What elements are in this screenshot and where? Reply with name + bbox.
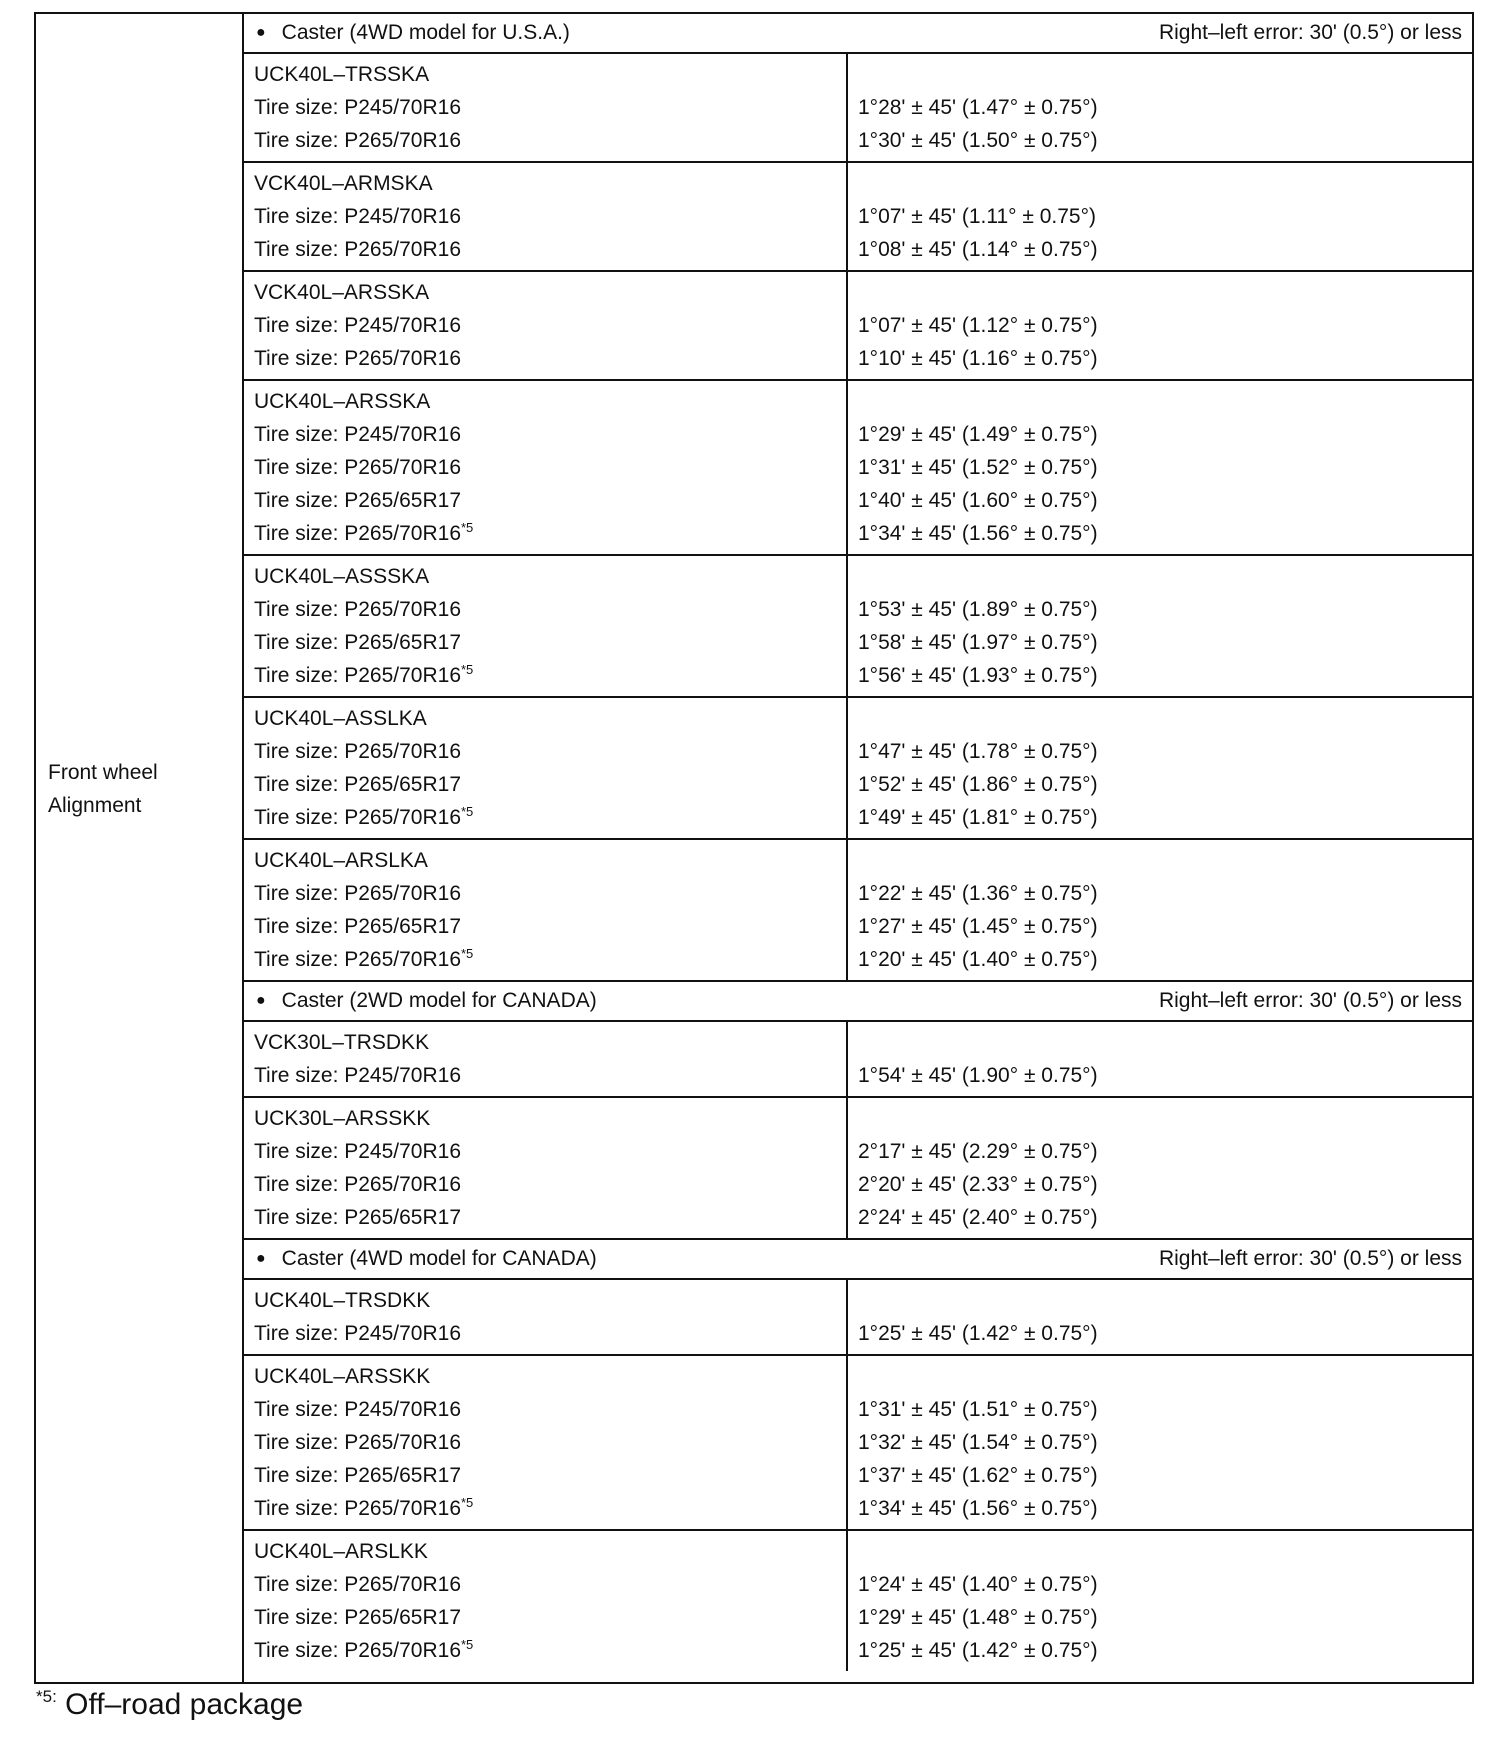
tire-size-text: Tire size: P265/65R17 bbox=[254, 1464, 461, 1487]
caster-value-cell bbox=[848, 698, 1472, 838]
footnote-ref: *5 bbox=[461, 1637, 474, 1652]
tire-size bbox=[254, 1135, 846, 1168]
tire-size-text: Tire size: P265/70R16 bbox=[254, 1173, 461, 1196]
tire-size-text: Tire size: P265/65R17 bbox=[254, 915, 461, 938]
section-title: Caster (4WD model for CANADA) bbox=[281, 1247, 597, 1270]
model-block bbox=[244, 1022, 1472, 1098]
footnote-ref: *5 bbox=[461, 520, 474, 535]
model-block bbox=[244, 272, 1472, 381]
tire-size-text: Tire size: P245/70R16 bbox=[254, 96, 461, 119]
caster-value: 1°08' ± 45' (1.14° ± 0.75°) bbox=[858, 238, 1098, 261]
tire-size bbox=[254, 1059, 846, 1092]
tire-size bbox=[254, 451, 846, 484]
tire-size bbox=[254, 124, 846, 157]
blank-line bbox=[858, 58, 1472, 91]
footnote-mark: *5: bbox=[36, 1687, 57, 1706]
tire-size bbox=[254, 1426, 846, 1459]
model-block bbox=[244, 1531, 1472, 1671]
tire-size bbox=[254, 943, 846, 976]
model-block bbox=[244, 54, 1472, 163]
model-code: UCK40L–ASSSKA bbox=[254, 565, 430, 588]
tire-size-text: Tire size: P265/65R17 bbox=[254, 489, 461, 512]
model-tire-cell bbox=[244, 1280, 848, 1354]
blank-line bbox=[858, 1360, 1472, 1393]
tire-size bbox=[254, 1168, 846, 1201]
tire-size-text: Tire size: P265/70R16 bbox=[254, 456, 461, 479]
model-block bbox=[244, 1098, 1472, 1240]
tire-size bbox=[254, 1601, 846, 1634]
tire-size-text: Tire size: P265/65R17 bbox=[254, 1206, 461, 1229]
caster-value: 1°53' ± 45' (1.89° ± 0.75°) bbox=[858, 598, 1098, 621]
caster-value: 1°58' ± 45' (1.97° ± 0.75°) bbox=[858, 631, 1098, 654]
blank-line bbox=[858, 276, 1472, 309]
tire-size-text: Tire size: P265/65R17 bbox=[254, 1606, 461, 1629]
blank-line bbox=[858, 1284, 1472, 1317]
model-tire-cell bbox=[244, 556, 848, 696]
tire-size bbox=[254, 659, 846, 692]
model-code: VCK40L–ARMSKA bbox=[254, 172, 433, 195]
bullet-icon: ● bbox=[256, 992, 266, 1009]
blank-line bbox=[858, 385, 1472, 418]
section-title: Caster (4WD model for U.S.A.) bbox=[281, 21, 570, 44]
tire-size-text: Tire size: P265/70R16 bbox=[254, 522, 461, 545]
bullet-icon: ● bbox=[256, 1250, 266, 1267]
blank-line bbox=[858, 844, 1472, 877]
model-code: UCK40L–ARSLKK bbox=[254, 1540, 428, 1563]
caster-value: 1°25' ± 45' (1.42° ± 0.75°) bbox=[858, 1639, 1098, 1662]
caster-value: 1°54' ± 45' (1.90° ± 0.75°) bbox=[858, 1064, 1098, 1087]
model-block bbox=[244, 381, 1472, 556]
caster-value-cell bbox=[848, 1531, 1472, 1671]
caster-value: 1°31' ± 45' (1.52° ± 0.75°) bbox=[858, 456, 1098, 479]
footnote-ref: *5 bbox=[461, 946, 474, 961]
tire-size bbox=[254, 626, 846, 659]
caster-value: 1°20' ± 45' (1.40° ± 0.75°) bbox=[858, 948, 1098, 971]
tire-size-text: Tire size: P245/70R16 bbox=[254, 1398, 461, 1421]
tire-size bbox=[254, 1393, 846, 1426]
caster-value: 1°52' ± 45' (1.86° ± 0.75°) bbox=[858, 773, 1098, 796]
caster-value: 1°28' ± 45' (1.47° ± 0.75°) bbox=[858, 96, 1098, 119]
caster-value-cell bbox=[848, 381, 1472, 554]
section-header bbox=[244, 14, 1472, 54]
tire-size bbox=[254, 877, 846, 910]
model-tire-cell bbox=[244, 381, 848, 554]
tire-size-text: Tire size: P265/70R16 bbox=[254, 1639, 461, 1662]
caster-value-cell bbox=[848, 163, 1472, 270]
tire-size-text: Tire size: P245/70R16 bbox=[254, 423, 461, 446]
caster-value: 1°34' ± 45' (1.56° ± 0.75°) bbox=[858, 522, 1098, 545]
caster-value: 2°24' ± 45' (2.40° ± 0.75°) bbox=[858, 1206, 1098, 1229]
caster-value: 1°56' ± 45' (1.93° ± 0.75°) bbox=[858, 664, 1098, 687]
model-tire-cell bbox=[244, 1531, 848, 1671]
caster-value: 1°32' ± 45' (1.54° ± 0.75°) bbox=[858, 1431, 1098, 1454]
tire-size-text: Tire size: P265/70R16 bbox=[254, 238, 461, 261]
tire-size bbox=[254, 1568, 846, 1601]
footnote-ref: *5 bbox=[461, 662, 474, 677]
caster-value: 1°10' ± 45' (1.16° ± 0.75°) bbox=[858, 347, 1098, 370]
model-tire-cell bbox=[244, 1022, 848, 1096]
tire-size-text: Tire size: P265/70R16 bbox=[254, 1497, 461, 1520]
tire-size-text: Tire size: P265/70R16 bbox=[254, 1431, 461, 1454]
model-block bbox=[244, 1280, 1472, 1356]
caster-value: 1°49' ± 45' (1.81° ± 0.75°) bbox=[858, 806, 1098, 829]
model-code: UCK40L–TRSDKK bbox=[254, 1289, 431, 1312]
tire-size bbox=[254, 484, 846, 517]
tire-size-text: Tire size: P265/70R16 bbox=[254, 882, 461, 905]
tire-size-text: Tire size: P245/70R16 bbox=[254, 1140, 461, 1163]
tire-size bbox=[254, 910, 846, 943]
caster-value: 2°17' ± 45' (2.29° ± 0.75°) bbox=[858, 1140, 1098, 1163]
tire-size-text: Tire size: P265/70R16 bbox=[254, 129, 461, 152]
caster-spec-column bbox=[244, 14, 1472, 1682]
tire-size-text: Tire size: P265/70R16 bbox=[254, 740, 461, 763]
left-label-line-1: Front wheel bbox=[48, 761, 158, 784]
section-title: Caster (2WD model for CANADA) bbox=[281, 989, 597, 1012]
footnote-ref: *5 bbox=[461, 1495, 474, 1510]
tire-size bbox=[254, 233, 846, 266]
model-code: UCK30L–ARSSKK bbox=[254, 1107, 431, 1130]
caster-value: 1°30' ± 45' (1.50° ± 0.75°) bbox=[858, 129, 1098, 152]
tire-size-text: Tire size: P265/70R16 bbox=[254, 1573, 461, 1596]
caster-value-cell bbox=[848, 556, 1472, 696]
caster-value: 2°20' ± 45' (2.33° ± 0.75°) bbox=[858, 1173, 1098, 1196]
caster-value: 1°47' ± 45' (1.78° ± 0.75°) bbox=[858, 740, 1098, 763]
caster-value: 1°24' ± 45' (1.40° ± 0.75°) bbox=[858, 1573, 1098, 1596]
bullet-icon: ● bbox=[256, 24, 266, 41]
tire-size-text: Tire size: P265/65R17 bbox=[254, 773, 461, 796]
model-code: UCK40L–ARSSKK bbox=[254, 1365, 431, 1388]
footnote bbox=[36, 1688, 303, 1722]
left-label-column bbox=[36, 14, 244, 1682]
caster-value: 1°27' ± 45' (1.45° ± 0.75°) bbox=[858, 915, 1098, 938]
section-header bbox=[244, 1240, 1472, 1280]
tire-size bbox=[254, 1201, 846, 1234]
model-block bbox=[244, 163, 1472, 272]
tire-size-text: Tire size: P265/70R16 bbox=[254, 806, 461, 829]
caster-value: 1°29' ± 45' (1.49° ± 0.75°) bbox=[858, 423, 1098, 446]
tire-size bbox=[254, 735, 846, 768]
tire-size-text: Tire size: P265/70R16 bbox=[254, 664, 461, 687]
footnote-ref: *5 bbox=[461, 804, 474, 819]
caster-value-cell bbox=[848, 1098, 1472, 1238]
caster-value-cell bbox=[848, 272, 1472, 379]
tire-size bbox=[254, 342, 846, 375]
front-wheel-alignment-label bbox=[48, 756, 158, 822]
tire-size bbox=[254, 768, 846, 801]
tire-size-text: Tire size: P245/70R16 bbox=[254, 1064, 461, 1087]
blank-line bbox=[858, 560, 1472, 593]
tire-size-text: Tire size: P245/70R16 bbox=[254, 314, 461, 337]
model-tire-cell bbox=[244, 163, 848, 270]
model-code: VCK30L–TRSDKK bbox=[254, 1031, 430, 1054]
tire-size bbox=[254, 1459, 846, 1492]
caster-value: 1°37' ± 45' (1.62° ± 0.75°) bbox=[858, 1464, 1098, 1487]
caster-value: 1°22' ± 45' (1.36° ± 0.75°) bbox=[858, 882, 1098, 905]
model-code: UCK40L–ARSSKA bbox=[254, 390, 431, 413]
caster-value: 1°31' ± 45' (1.51° ± 0.75°) bbox=[858, 1398, 1098, 1421]
model-tire-cell bbox=[244, 840, 848, 980]
caster-value-cell bbox=[848, 840, 1472, 980]
caster-value: 1°07' ± 45' (1.12° ± 0.75°) bbox=[858, 314, 1098, 337]
right-left-error: Right–left error: 30' (0.5°) or less bbox=[1158, 989, 1462, 1012]
model-block bbox=[244, 840, 1472, 982]
blank-line bbox=[858, 1102, 1472, 1135]
tire-size bbox=[254, 418, 846, 451]
tire-size bbox=[254, 200, 846, 233]
tire-size-text: Tire size: P265/70R16 bbox=[254, 948, 461, 971]
caster-value: 1°29' ± 45' (1.48° ± 0.75°) bbox=[858, 1606, 1098, 1629]
footnote-text: Off–road package bbox=[65, 1688, 304, 1721]
blank-line bbox=[858, 702, 1472, 735]
tire-size-text: Tire size: P245/70R16 bbox=[254, 205, 461, 228]
caster-value-cell bbox=[848, 1280, 1472, 1354]
tire-size bbox=[254, 517, 846, 550]
left-label-line-2: Alignment bbox=[48, 794, 142, 817]
tire-size bbox=[254, 1317, 846, 1350]
model-code: UCK40L–ASSLKA bbox=[254, 707, 427, 730]
model-tire-cell bbox=[244, 54, 848, 161]
tire-size bbox=[254, 593, 846, 626]
tire-size bbox=[254, 309, 846, 342]
caster-value-cell bbox=[848, 1356, 1472, 1529]
model-tire-cell bbox=[244, 272, 848, 379]
model-block bbox=[244, 698, 1472, 840]
tire-size bbox=[254, 801, 846, 834]
model-code: UCK40L–ARSLKA bbox=[254, 849, 428, 872]
tire-size-text: Tire size: P265/70R16 bbox=[254, 598, 461, 621]
right-left-error: Right–left error: 30' (0.5°) or less bbox=[1158, 21, 1462, 44]
caster-value: 1°25' ± 45' (1.42° ± 0.75°) bbox=[858, 1322, 1098, 1345]
section-header bbox=[244, 982, 1472, 1022]
right-left-error: Right–left error: 30' (0.5°) or less bbox=[1158, 1247, 1462, 1270]
tire-size bbox=[254, 1634, 846, 1667]
spec-table bbox=[34, 12, 1474, 1684]
model-block bbox=[244, 556, 1472, 698]
blank-line bbox=[858, 167, 1472, 200]
tire-size bbox=[254, 1492, 846, 1525]
caster-value: 1°34' ± 45' (1.56° ± 0.75°) bbox=[858, 1497, 1098, 1520]
model-block bbox=[244, 1356, 1472, 1531]
caster-value-cell bbox=[848, 54, 1472, 161]
tire-size-text: Tire size: P265/65R17 bbox=[254, 631, 461, 654]
caster-value-cell bbox=[848, 1022, 1472, 1096]
blank-line bbox=[858, 1026, 1472, 1059]
model-tire-cell bbox=[244, 698, 848, 838]
blank-line bbox=[858, 1535, 1472, 1568]
tire-size bbox=[254, 91, 846, 124]
caster-value: 1°07' ± 45' (1.11° ± 0.75°) bbox=[858, 205, 1097, 228]
tire-size-text: Tire size: P245/70R16 bbox=[254, 1322, 461, 1345]
model-tire-cell bbox=[244, 1356, 848, 1529]
model-code: UCK40L–TRSSKA bbox=[254, 63, 430, 86]
model-tire-cell bbox=[244, 1098, 848, 1238]
model-code: VCK40L–ARSSKA bbox=[254, 281, 430, 304]
tire-size-text: Tire size: P265/70R16 bbox=[254, 347, 461, 370]
caster-value: 1°40' ± 45' (1.60° ± 0.75°) bbox=[858, 489, 1098, 512]
